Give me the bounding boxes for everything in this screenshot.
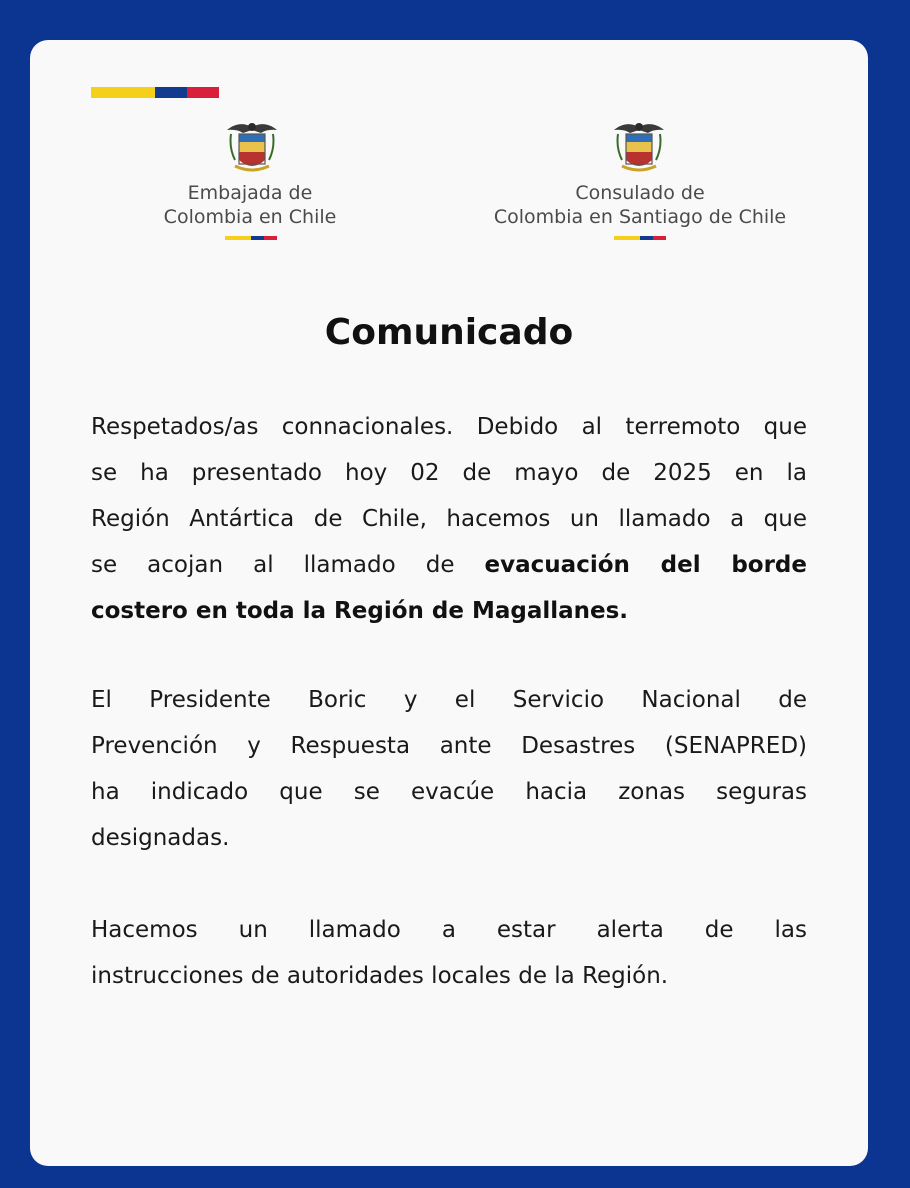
- consulate-heading: [460, 181, 820, 229]
- text-line: se ha presentado hoy 02 de mayo de 2025 en la: [91, 460, 807, 486]
- coat-of-arms-icon: [225, 118, 279, 176]
- text-emphasis: costero en toda la Región de Magallanes.: [91, 598, 629, 624]
- paragraph-2: [91, 677, 807, 861]
- text-plain: se acojan al llamado de: [91, 552, 485, 578]
- communique-card: [30, 40, 868, 1166]
- paragraph-3: [91, 907, 807, 999]
- text-line: Región Antártica de Chile, hacemos un llamado a que: [91, 506, 807, 532]
- embassy-flag-stripe: [225, 236, 277, 240]
- text-line: designadas.: [91, 825, 230, 851]
- text-line: [91, 542, 807, 588]
- colombia-flag-stripe: [91, 87, 219, 98]
- text-line: El Presidente Boric y el Servicio Nacional de: [91, 687, 807, 713]
- embassy-heading: [130, 181, 370, 229]
- consulate-flag-stripe: [614, 236, 666, 240]
- text-line: Hacemos un llamado a estar alerta de las: [91, 917, 807, 943]
- text-emphasis: evacuación del borde: [484, 552, 807, 578]
- paragraph-1: [91, 404, 807, 634]
- text-line: Prevención y Respuesta ante Desastres (SENAPRED): [91, 733, 807, 759]
- embassy-line-1: Embajada de: [187, 182, 313, 204]
- page-title: Comunicado: [324, 312, 574, 353]
- coat-of-arms-icon: [612, 118, 666, 176]
- text-line: instrucciones de autoridades locales de la Región.: [91, 963, 669, 989]
- text-line: [91, 588, 807, 634]
- consulate-line-1: Consulado de: [575, 182, 705, 204]
- text-line: Respetados/as connacionales. Debido al terremoto que: [91, 414, 807, 440]
- embassy-line-2: Colombia en Chile: [163, 206, 337, 228]
- consulate-line-2: Colombia en Santiago de Chile: [493, 206, 787, 228]
- text-line: ha indicado que se evacúe hacia zonas seguras: [91, 779, 807, 805]
